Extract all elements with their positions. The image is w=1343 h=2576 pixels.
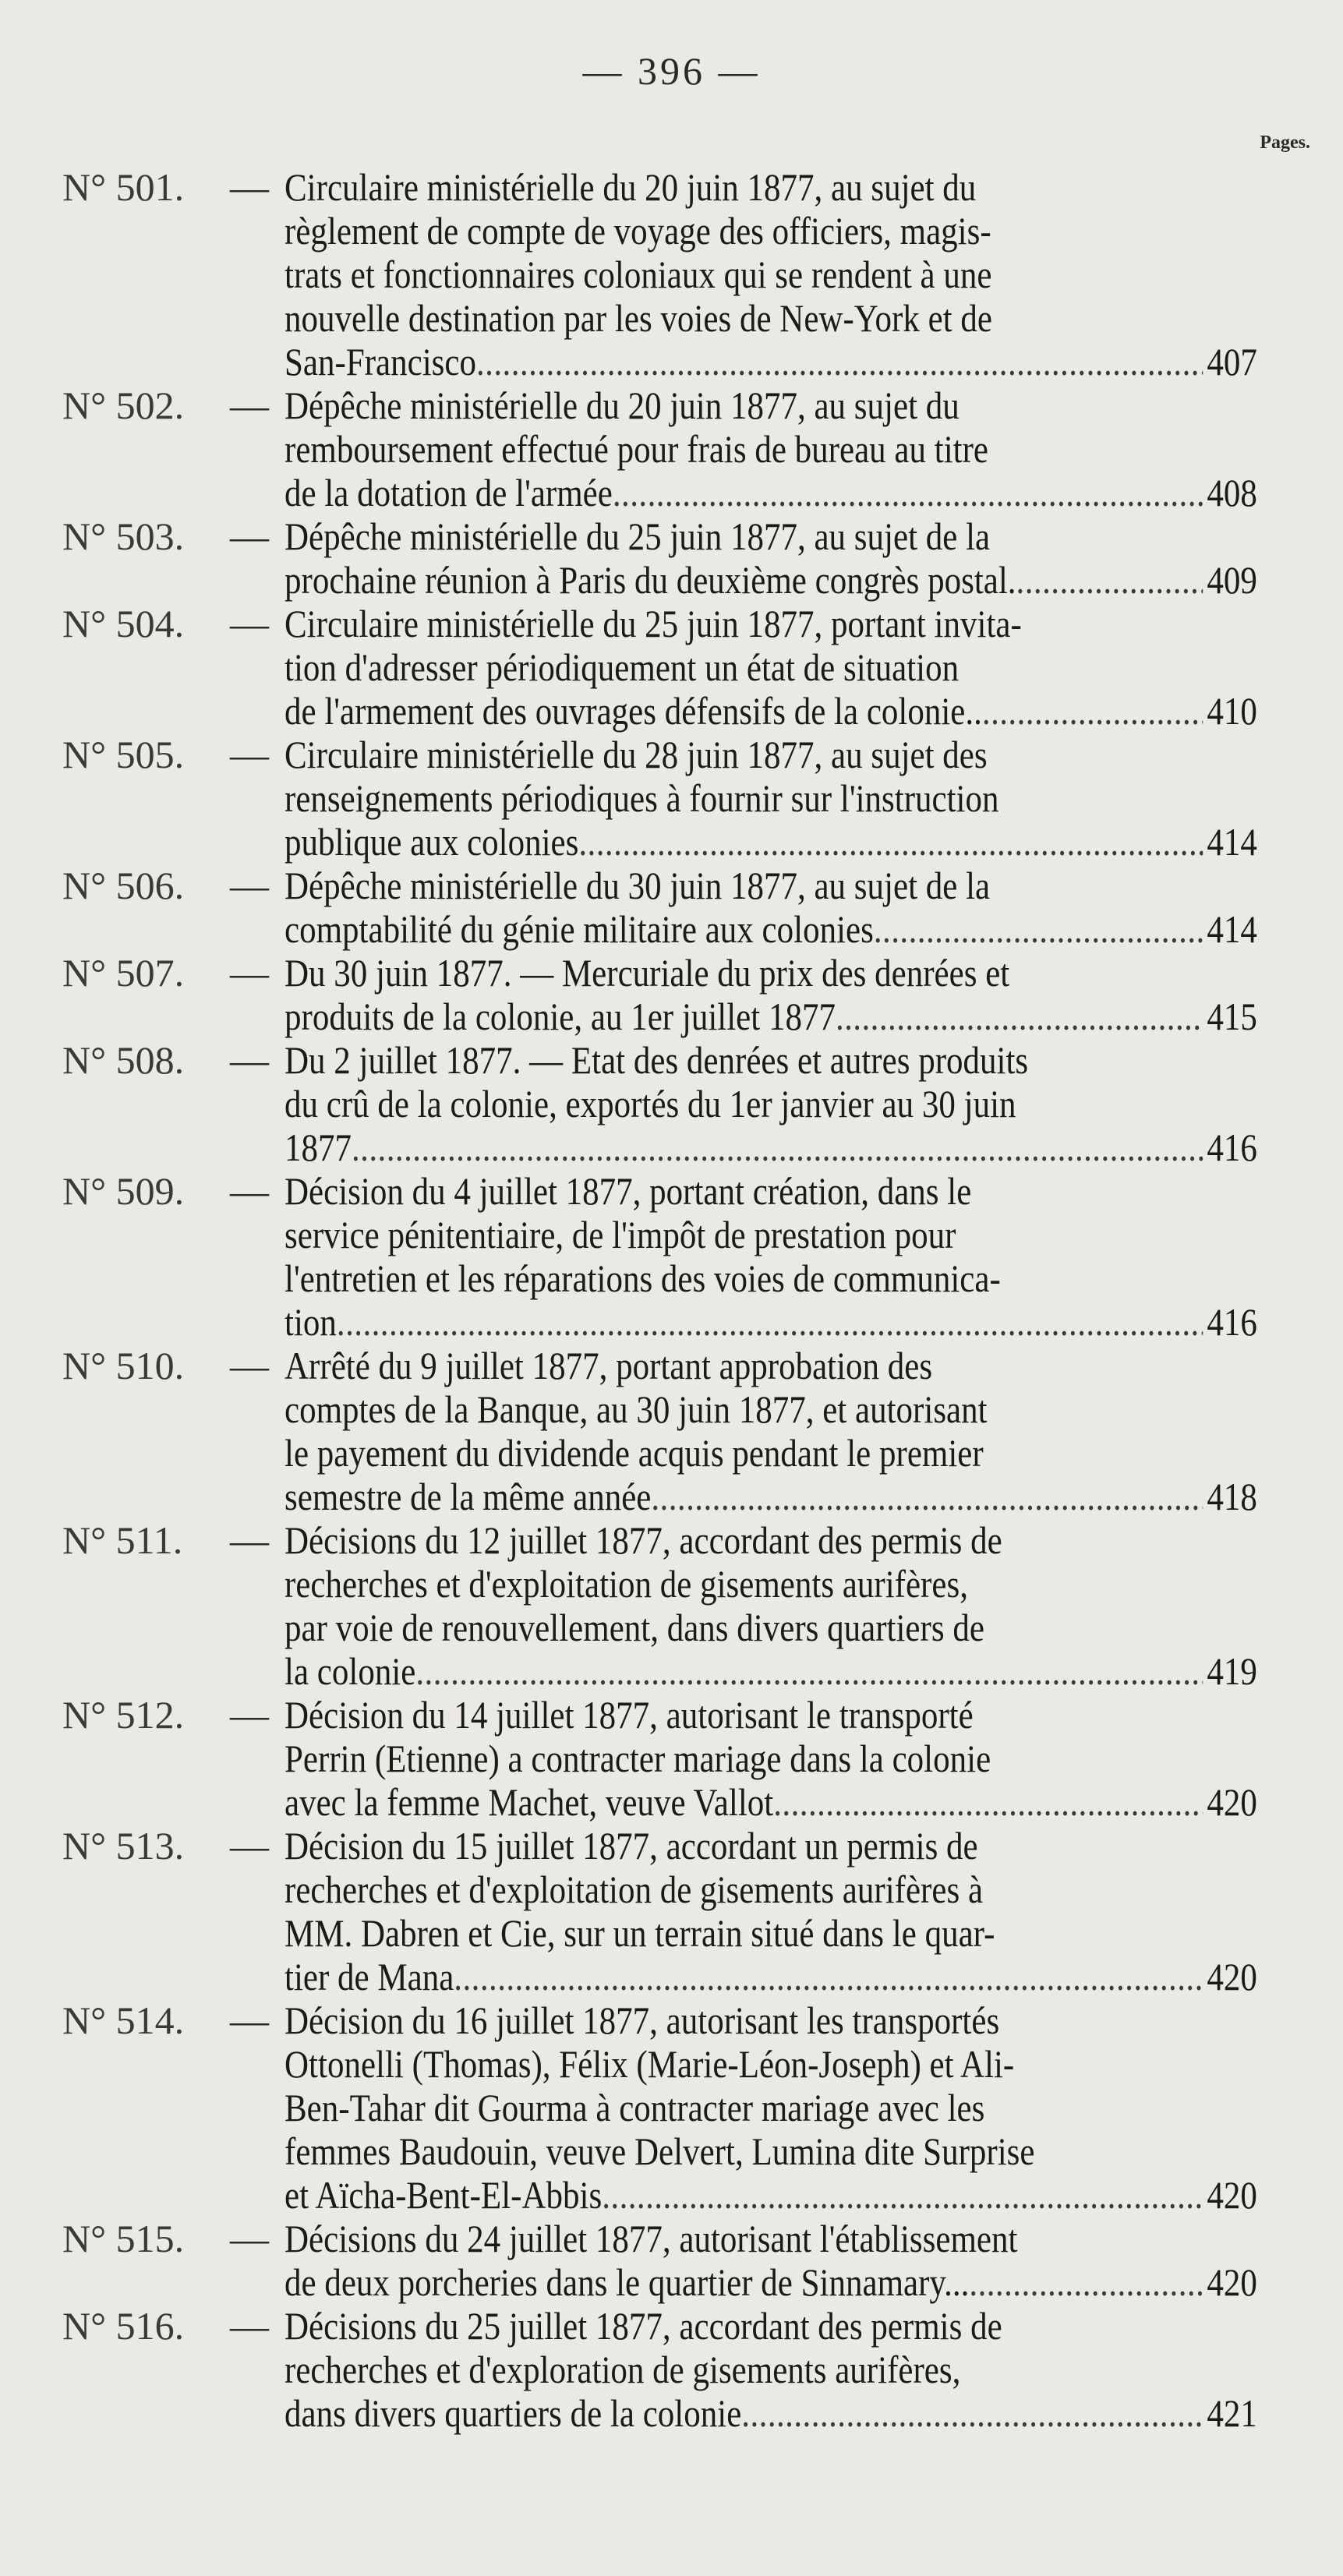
pages-column-label: Pages. [1260, 133, 1310, 153]
entry-line-text: Dépêche ministérielle du 25 juin 1877, au sujet de la [285, 514, 991, 558]
dot-leader [874, 907, 1203, 951]
toc-entry [0, 2217, 1343, 2304]
dot-leader [982, 689, 1203, 733]
entry-line-text: Ben-Tahar dit Gourma à contracter mariage avec les [285, 2086, 985, 2129]
toc-entry [0, 1344, 1343, 1518]
entry-dash: — [230, 1518, 269, 1562]
entry-line [285, 733, 1257, 776]
entry-line-text: prochaine réunion à Paris du deuxième congrès postal. [285, 558, 1016, 602]
entry-text [285, 864, 1257, 951]
entry-number: N° 510. [62, 1344, 185, 1387]
entry-text [285, 1998, 1257, 2217]
entry-line-text: renseignements périodiques à fournir sur l'instruction [285, 776, 999, 820]
entry-line-text: du crû de la colonie, exportés du 1er janvier au 30 juin [285, 1082, 1016, 1125]
entry-dash: — [230, 1998, 269, 2042]
entry-line [285, 1125, 1257, 1169]
entry-line [285, 1387, 1257, 1431]
entry-text [285, 165, 1257, 383]
toc-entry [0, 383, 1343, 514]
entry-line-text: Décisions du 24 juillet 1877, autorisant l'établissement [285, 2217, 1018, 2260]
entry-text [285, 1518, 1257, 1693]
entry-text [285, 951, 1257, 1038]
entry-line-text: publique aux colonies [285, 820, 579, 864]
entry-line [285, 1998, 1257, 2042]
toc-entry [0, 1518, 1343, 1693]
entry-line-text: la colonie [285, 1649, 416, 1693]
entry-line [285, 776, 1257, 820]
entry-line-text: Arrêté du 9 juillet 1877, portant approbation des [285, 1344, 933, 1387]
entry-number: N° 504. [62, 602, 185, 645]
toc-entry [0, 1169, 1343, 1344]
dot-leader [578, 820, 1203, 864]
entry-line-text: l'entretien et les réparations des voies de communica- [285, 1256, 1001, 1300]
entry-number: N° 501. [62, 165, 185, 209]
entry-number: N° 507. [62, 951, 185, 995]
entry-page-number: 420 [1207, 1955, 1257, 1998]
entry-line [285, 427, 1257, 471]
entry-page-number: 415 [1207, 995, 1257, 1038]
dot-leader [337, 1300, 1203, 1344]
toc-entry [0, 1038, 1343, 1169]
entry-line [285, 1737, 1257, 1780]
entry-line-text: Décision du 4 juillet 1877, portant création, dans le [285, 1169, 972, 1213]
entry-line-text: de deux porcheries dans le quartier de Sinnamary... [285, 2260, 970, 2304]
entry-line [285, 1562, 1257, 1606]
entry-line [285, 820, 1257, 864]
entry-line [285, 864, 1257, 907]
entry-line-text: Du 30 juin 1877. — Mercuriale du prix des denrées et [285, 951, 1010, 995]
entry-line [285, 1038, 1257, 1082]
entry-dash: — [230, 864, 269, 907]
table-of-contents [0, 165, 1343, 2435]
entry-page-number: 420 [1207, 1780, 1257, 1824]
entry-line [285, 1169, 1257, 1213]
entry-line-text: Décision du 16 juillet 1877, autorisant les transportés [285, 1998, 1000, 2042]
entry-line [285, 1693, 1257, 1737]
dot-leader [836, 995, 1203, 1038]
entry-number: N° 516. [62, 2304, 185, 2348]
entry-number: N° 503. [62, 514, 185, 558]
entry-line-text: Décision du 14 juillet 1877, autorisant le transporté [285, 1693, 974, 1737]
entry-line-text: femmes Baudouin, veuve Delvert, Lumina dite Surprise [285, 2129, 1035, 2173]
entry-dash: — [230, 383, 269, 427]
entry-line-text: Décisions du 12 juillet 1877, accordant des permis de [285, 1518, 1002, 1562]
entry-line [285, 645, 1257, 689]
entry-line-text: de l'armement des ouvrages défensifs de la colonie.. [285, 689, 982, 733]
entry-line [285, 1344, 1257, 1387]
toc-entry [0, 1998, 1343, 2217]
entry-page-number: 416 [1207, 1300, 1257, 1344]
toc-entry [0, 951, 1343, 1038]
toc-entry [0, 864, 1343, 951]
entry-number: N° 513. [62, 1824, 185, 1868]
entry-text [285, 2217, 1257, 2304]
entry-dash: — [230, 1693, 269, 1737]
entry-line-text: Circulaire ministérielle du 25 juin 1877, portant invita- [285, 602, 1022, 645]
entry-line-text: 1877 [285, 1125, 352, 1169]
entry-text [285, 1038, 1257, 1169]
entry-dash: — [230, 1038, 269, 1082]
entry-line [285, 514, 1257, 558]
dot-leader [651, 1475, 1203, 1518]
entry-text [285, 1693, 1257, 1824]
entry-dash: — [230, 2217, 269, 2260]
entry-line-text: règlement de compte de voyage des officiers, magis- [285, 209, 991, 253]
entry-line [285, 1256, 1257, 1300]
entry-number: N° 514. [62, 1998, 185, 2042]
entry-line-text: recherches et d'exploration de gisements aurifères, [285, 2348, 961, 2391]
dot-leader [415, 1649, 1203, 1693]
entry-line [285, 1475, 1257, 1518]
entry-line [285, 558, 1257, 602]
entry-number: N° 506. [62, 864, 185, 907]
toc-entry [0, 2304, 1343, 2435]
dot-leader [352, 1125, 1203, 1169]
entry-line-text: Du 2 juillet 1877. — Etat des denrées et autres produits [285, 1038, 1029, 1082]
entry-line [285, 1824, 1257, 1868]
entry-number: N° 505. [62, 733, 185, 776]
entry-dash: — [230, 951, 269, 995]
entry-line [285, 907, 1257, 951]
entry-line [285, 995, 1257, 1038]
entry-line [285, 2173, 1257, 2217]
entry-dash: — [230, 514, 269, 558]
dot-leader [969, 2260, 1203, 2304]
entry-page-number: 419 [1207, 1649, 1257, 1693]
dot-leader [613, 471, 1203, 514]
entry-line [285, 1911, 1257, 1955]
entry-line-text: et Aïcha-Bent-El-Abbis [285, 2173, 603, 2217]
entry-line-text: tion [285, 1300, 337, 1344]
toc-entry [0, 602, 1343, 733]
entry-line [285, 253, 1257, 296]
entry-text [285, 2304, 1257, 2435]
entry-line [285, 1649, 1257, 1693]
entry-line [285, 689, 1257, 733]
entry-line [285, 2129, 1257, 2173]
entry-line-text: Perrin (Etienne) a contracter mariage dans la colonie [285, 1737, 991, 1780]
entry-line-text: service pénitentiaire, de l'impôt de prestation pour [285, 1213, 956, 1256]
entry-line [285, 2042, 1257, 2086]
entry-line-text: tion d'adresser périodiquement un état de situation [285, 645, 960, 689]
entry-line [285, 2217, 1257, 2260]
entry-line [285, 2304, 1257, 2348]
entry-line-text: Décision du 15 juillet 1877, accordant un permis de [285, 1824, 978, 1868]
toc-entry [0, 1824, 1343, 1998]
entry-text [285, 1344, 1257, 1518]
entry-dash: — [230, 2304, 269, 2348]
entry-dash: — [230, 1344, 269, 1387]
entry-line [285, 1868, 1257, 1911]
entry-line-text: recherches et d'exploitation de gisements aurifères, [285, 1562, 968, 1606]
entry-line-text: Dépêche ministérielle du 30 juin 1877, au sujet de la [285, 864, 991, 907]
entry-number: N° 512. [62, 1693, 185, 1737]
page-number: — 396 — [582, 49, 761, 93]
entry-line-text: San-Francisco [285, 340, 477, 383]
entry-line-text: Décisions du 25 juillet 1877, accordant des permis de [285, 2304, 1002, 2348]
dot-leader [602, 2173, 1203, 2217]
entry-line-text: MM. Dabren et Cie, sur un terrain situé dans le quar- [285, 1911, 995, 1955]
entry-line [285, 602, 1257, 645]
entry-line-text: remboursement effectué pour frais de bureau au titre [285, 427, 988, 471]
entry-line [285, 383, 1257, 427]
entry-text [285, 1169, 1257, 1344]
toc-entry [0, 165, 1343, 383]
entry-line [285, 1431, 1257, 1475]
toc-entry [0, 733, 1343, 864]
entry-page-number: 407 [1207, 340, 1257, 383]
entry-line-text: trats et fonctionnaires coloniaux qui se rendent à une [285, 253, 992, 296]
entry-page-number: 410 [1207, 689, 1257, 733]
entry-line-text: par voie de renouvellement, dans divers quartiers de [285, 1606, 984, 1649]
entry-page-number: 418 [1207, 1475, 1257, 1518]
entry-dash: — [230, 1824, 269, 1868]
dot-leader [741, 2391, 1203, 2435]
dot-leader [454, 1955, 1203, 1998]
entry-text [285, 602, 1257, 733]
entry-page-number: 408 [1207, 471, 1257, 514]
dot-leader [1016, 558, 1203, 602]
dot-leader [476, 340, 1203, 383]
entry-page-number: 420 [1207, 2260, 1257, 2304]
entry-number: N° 509. [62, 1169, 185, 1213]
entry-line-text: Ottonelli (Thomas), Félix (Marie-Léon-Joseph) et Ali- [285, 2042, 1015, 2086]
entry-line [285, 1606, 1257, 1649]
entry-line [285, 2086, 1257, 2129]
entry-page-number: 414 [1207, 907, 1257, 951]
entry-line-text: le payement du dividende acquis pendant le premier [285, 1431, 984, 1475]
entry-number: N° 511. [62, 1518, 183, 1562]
entry-line-text: comptes de la Banque, au 30 juin 1877, et autorisant [285, 1387, 988, 1431]
entry-line [285, 1955, 1257, 1998]
entry-line-text: Circulaire ministérielle du 28 juin 1877, au sujet des [285, 733, 988, 776]
entry-page-number: 421 [1207, 2391, 1257, 2435]
entry-line [285, 2348, 1257, 2391]
entry-page-number: 414 [1207, 820, 1257, 864]
entry-line-text: nouvelle destination par les voies de New-York et de [285, 296, 992, 340]
toc-entry [0, 1693, 1343, 1824]
entry-line-text: de la dotation de l'armée [285, 471, 613, 514]
entry-page-number: 416 [1207, 1125, 1257, 1169]
entry-page-number: 420 [1207, 2173, 1257, 2217]
entry-line-text: avec la femme Machet, veuve Vallot [285, 1780, 774, 1824]
entry-text [285, 1824, 1257, 1998]
entry-line-text: dans divers quartiers de la colonie [285, 2391, 742, 2435]
entry-line [285, 1082, 1257, 1125]
entry-dash: — [230, 602, 269, 645]
entry-line [285, 1300, 1257, 1344]
entry-dash: — [230, 165, 269, 209]
entry-line [285, 471, 1257, 514]
entry-line [285, 1213, 1257, 1256]
entry-number: N° 515. [62, 2217, 185, 2260]
entry-dash: — [230, 733, 269, 776]
entry-line-text: semestre de la même année [285, 1475, 652, 1518]
entry-line [285, 296, 1257, 340]
entry-line-text: tier de Mana [285, 1955, 454, 1998]
toc-entry [0, 514, 1343, 602]
dot-leader [773, 1780, 1203, 1824]
entry-text [285, 733, 1257, 864]
entry-text [285, 514, 1257, 602]
entry-line [285, 209, 1257, 253]
entry-text [285, 383, 1257, 514]
entry-line [285, 1518, 1257, 1562]
entry-page-number: 409 [1207, 558, 1257, 602]
entry-number: N° 502. [62, 383, 185, 427]
entry-line [285, 2260, 1257, 2304]
entry-number: N° 508. [62, 1038, 185, 1082]
entry-line-text: recherches et d'exploitation de gisements aurifères à [285, 1868, 984, 1911]
entry-line [285, 165, 1257, 209]
entry-line [285, 1780, 1257, 1824]
entry-line-text: Dépêche ministérielle du 20 juin 1877, au sujet du [285, 383, 960, 427]
entry-line-text: produits de la colonie, au 1er juillet 1877 [285, 995, 836, 1038]
entry-dash: — [230, 1169, 269, 1213]
entry-line [285, 951, 1257, 995]
entry-line [285, 2391, 1257, 2435]
entry-line-text: comptabilité du génie militaire aux colonies [285, 907, 874, 951]
entry-line [285, 340, 1257, 383]
entry-line-text: Circulaire ministérielle du 20 juin 1877, au sujet du [285, 165, 977, 209]
